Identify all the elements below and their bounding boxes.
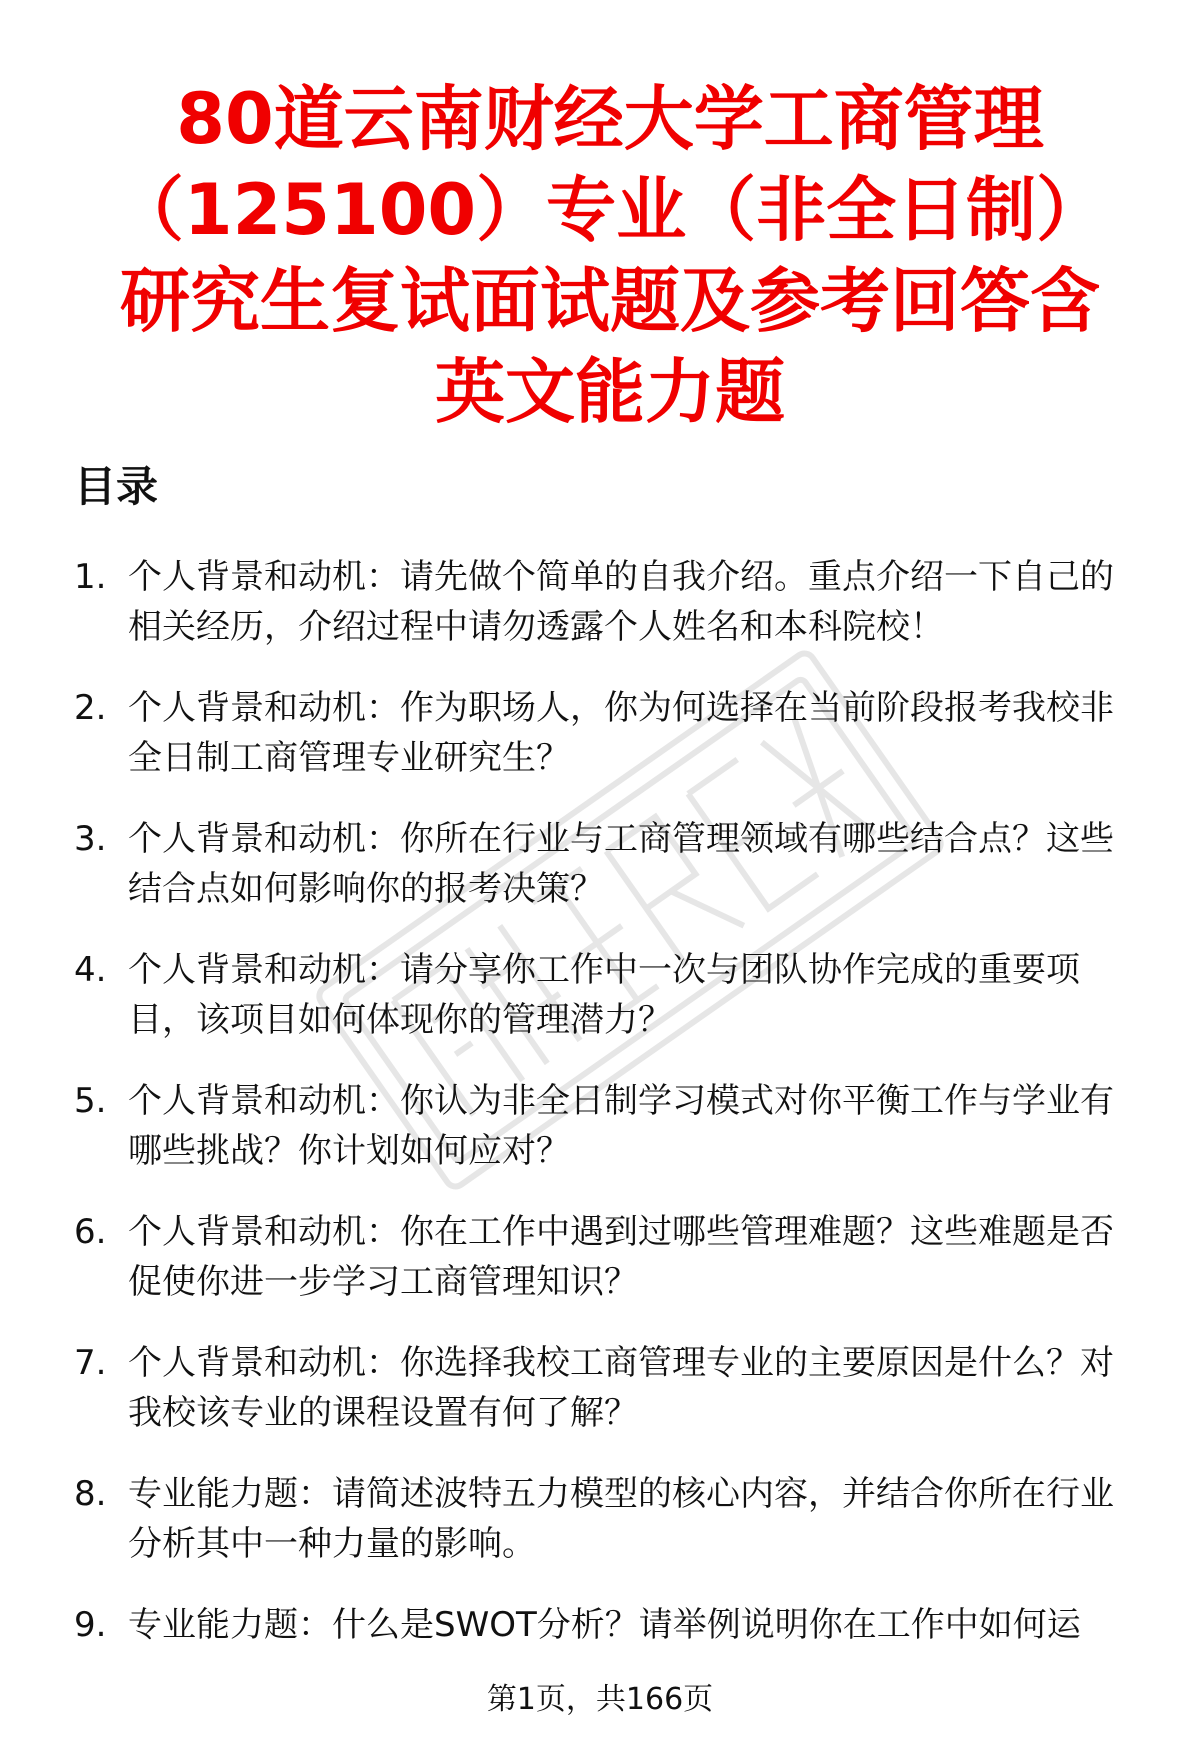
document-title: 80道云南财经大学工商管理（125100）专业（非全日制）研究生复试面试题及参考回答含英文能力题 xyxy=(113,78,1107,433)
toc-item-text: 个人背景和动机：请先做个简单的自我介绍。重点介绍一下自己的相关经历，介绍过程中请勿透露个人姓名和本科院校！ xyxy=(128,557,1114,647)
toc-item xyxy=(74,1207,1138,1307)
toc-item-number: 7. xyxy=(74,1343,107,1383)
toc-item-number: 3. xyxy=(74,819,107,859)
toc-item-number: 5. xyxy=(74,1081,107,1121)
toc-item-number: 9. xyxy=(74,1605,107,1645)
toc-item-number: 8. xyxy=(74,1474,107,1514)
toc-item xyxy=(74,552,1138,652)
toc-item-text: 专业能力题：什么是SWOT分析？请举例说明你在工作中如何运 xyxy=(128,1605,1081,1645)
toc-item-number: 1. xyxy=(74,557,107,597)
toc-item-text: 专业能力题：请简述波特五力模型的核心内容，并结合你所在行业分析其中一种力量的影响。 xyxy=(128,1474,1114,1564)
toc-item-text: 个人背景和动机：请分享你工作中一次与团队协作完成的重要项目，该项目如何体现你的管理潜力？ xyxy=(128,950,1080,1040)
toc-item-text: 个人背景和动机：作为职场人，你为何选择在当前阶段报考我校非全日制工商管理专业研究生？ xyxy=(128,688,1114,778)
toc-item xyxy=(74,1076,1138,1176)
toc-item-text: 个人背景和动机：你所在行业与工商管理领域有哪些结合点？这些结合点如何影响你的报考决策？ xyxy=(128,819,1114,909)
toc-item-number: 4. xyxy=(74,950,107,990)
toc-item xyxy=(74,945,1138,1045)
toc-item-text: 个人背景和动机：你选择我校工商管理专业的主要原因是什么？对我校该专业的课程设置有何了解？ xyxy=(128,1343,1114,1433)
toc-item xyxy=(74,814,1138,914)
toc-item-text: 个人背景和动机：你在工作中遇到过哪些管理难题？这些难题是否促使你进一步学习工商管理知识？ xyxy=(128,1212,1114,1302)
toc-item-number: 6. xyxy=(74,1212,107,1252)
toc-item xyxy=(74,683,1138,783)
toc-heading: 目录 xyxy=(74,462,159,511)
toc-item xyxy=(74,1469,1138,1569)
toc-item xyxy=(74,1338,1138,1438)
toc-item xyxy=(74,1600,1138,1650)
toc-item-text: 个人背景和动机：你认为非全日制学习模式对你平衡工作与学业有哪些挑战？你计划如何应对？ xyxy=(128,1081,1114,1171)
toc-item-number: 2. xyxy=(74,688,107,728)
page-number-footer: 第1页，共166页 xyxy=(486,1682,714,1717)
toc-list xyxy=(74,552,1138,1681)
